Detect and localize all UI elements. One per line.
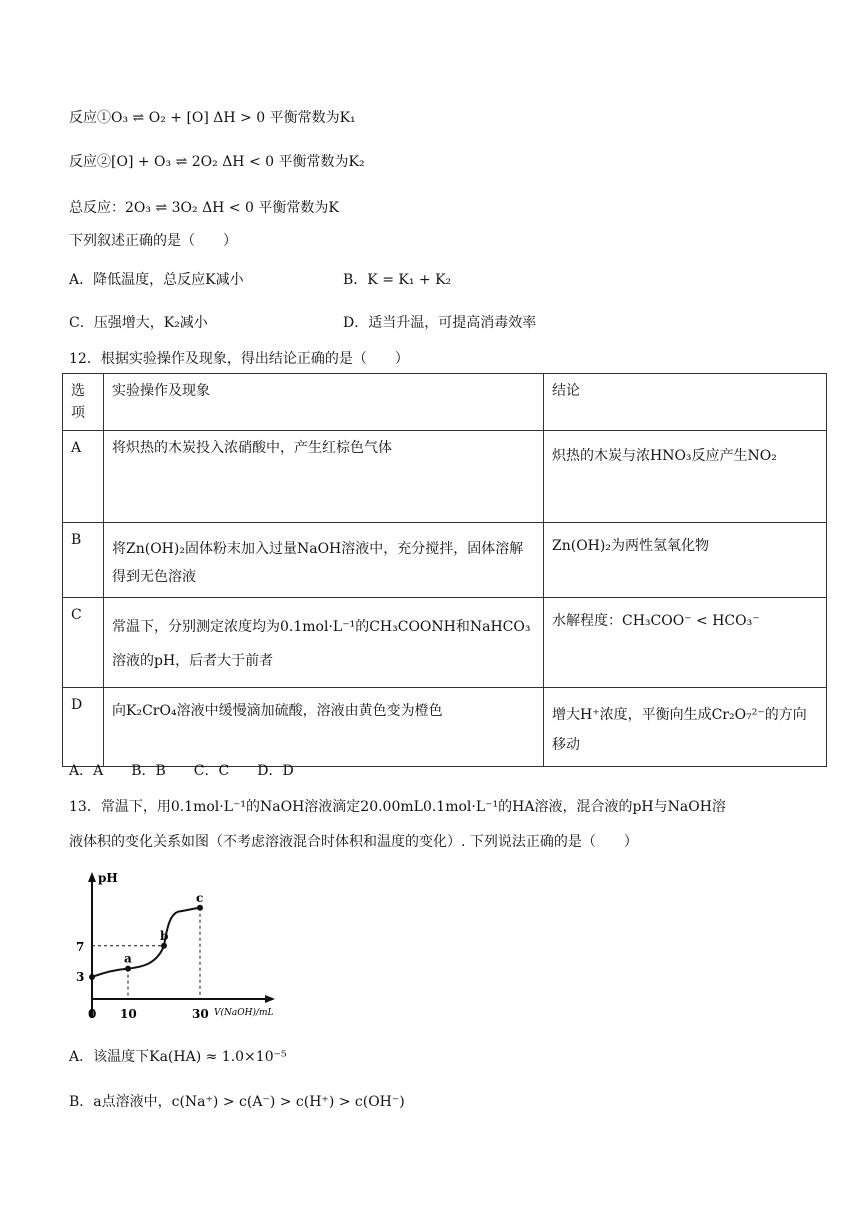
y-axis-arrow xyxy=(88,872,96,882)
titration-chart xyxy=(70,868,290,1028)
q11-option-b: B．K = K₁ + K₂ xyxy=(343,272,452,288)
row-conclusion: Zn(OH)₂为两性氢氧化物 xyxy=(544,523,827,598)
q13-option-b: B．a点溶液中，c(Na⁺) > c(A⁻) > c(H⁺) > c(OH⁻) xyxy=(69,1094,405,1110)
x-tick-10: 10 xyxy=(120,1007,137,1021)
row-option: D xyxy=(63,688,104,767)
point-label-b: b xyxy=(160,928,169,943)
row-operation: 将Zn(OH)₂固体粉末加入过量NaOH溶液中，充分搅拌，固体溶解得到无色溶液 xyxy=(104,523,544,598)
row-conclusion: 炽热的木炭与浓HNO₃反应产生NO₂ xyxy=(544,431,827,523)
x-tick-0: 0 xyxy=(88,1007,97,1021)
q13-stem-line1: 13．常温下，用0.1mol·L⁻¹的NaOH溶液滴定20.00mL0.1mol·L⁻¹的HA溶液，混合液的pH与NaOH溶 xyxy=(69,799,726,815)
y-axis-label: pH xyxy=(98,871,118,885)
x-axis-arrow xyxy=(265,995,275,1003)
q11-prompt: 下列叙述正确的是（ ） xyxy=(69,233,237,249)
row-operation: 常温下，分别测定浓度均为0.1mol·L⁻¹的CH₃COONH和NaHCO₃溶液的pH，后者大于前者 xyxy=(104,598,544,688)
x-tick-30: 30 xyxy=(192,1007,209,1021)
q12-table xyxy=(62,373,827,767)
x-axis-label: V(NaOH)/mL xyxy=(214,1008,274,1018)
q11-option-d: D．适当升温，可提高消毒效率 xyxy=(343,315,537,331)
row-operation: 将炽热的木炭投入浓硝酸中，产生红棕色气体 xyxy=(104,431,544,523)
q13-option-a: A．该温度下Ka(HA) ≈ 1.0×10⁻⁵ xyxy=(69,1049,287,1065)
titration-curve xyxy=(92,908,200,977)
reaction-2: 反应②[O] + O₃ ⇌ 2O₂ ΔH < 0 平衡常数为K₂ xyxy=(69,154,365,170)
row-option: C xyxy=(63,598,104,688)
table-row xyxy=(63,688,827,767)
q13-stem-line2: 液体积的变化关系如图（不考虑溶液混合时体积和温度的变化）. 下列说法正确的是（ ） xyxy=(69,834,638,850)
point-b xyxy=(161,943,167,949)
q11-option-c: C．压强增大，K₂减小 xyxy=(69,315,208,331)
table-row xyxy=(63,431,827,523)
q12-stem: 12．根据实验操作及现象，得出结论正确的是（ ） xyxy=(69,351,409,367)
q11-option-a: A．降低温度，总反应K减小 xyxy=(69,272,244,288)
header-option: 选项 xyxy=(63,374,104,431)
header-operation: 实验操作及现象 xyxy=(104,374,544,431)
row-conclusion: 水解程度：CH₃COO⁻ < HCO₃⁻ xyxy=(544,598,827,688)
point-a xyxy=(125,966,131,972)
table-row xyxy=(63,523,827,598)
q12-answers: A．A B．B C．C D．D xyxy=(69,763,294,779)
header-conclusion: 结论 xyxy=(544,374,827,431)
point-label-c: c xyxy=(196,890,204,905)
row-option: B xyxy=(63,523,104,598)
point-label-a: a xyxy=(124,951,132,966)
reaction-1: 反应①O₃ ⇌ O₂ + [O] ΔH > 0 平衡常数为K₁ xyxy=(69,110,356,126)
y-tick-3: 3 xyxy=(76,970,85,985)
row-operation: 向K₂CrO₄溶液中缓慢滴加硫酸，溶液由黄色变为橙色 xyxy=(104,688,544,767)
table-row xyxy=(63,598,827,688)
y-tick-7: 7 xyxy=(76,939,85,954)
point-c xyxy=(197,905,203,911)
table-header-row xyxy=(63,374,827,431)
total-reaction: 总反应：2O₃ ⇌ 3O₂ ΔH < 0 平衡常数为K xyxy=(69,200,339,216)
row-option: A xyxy=(63,431,104,523)
row-conclusion: 增大H⁺浓度，平衡向生成Cr₂O₇²⁻的方向移动 xyxy=(544,688,827,767)
point-start xyxy=(89,974,95,980)
